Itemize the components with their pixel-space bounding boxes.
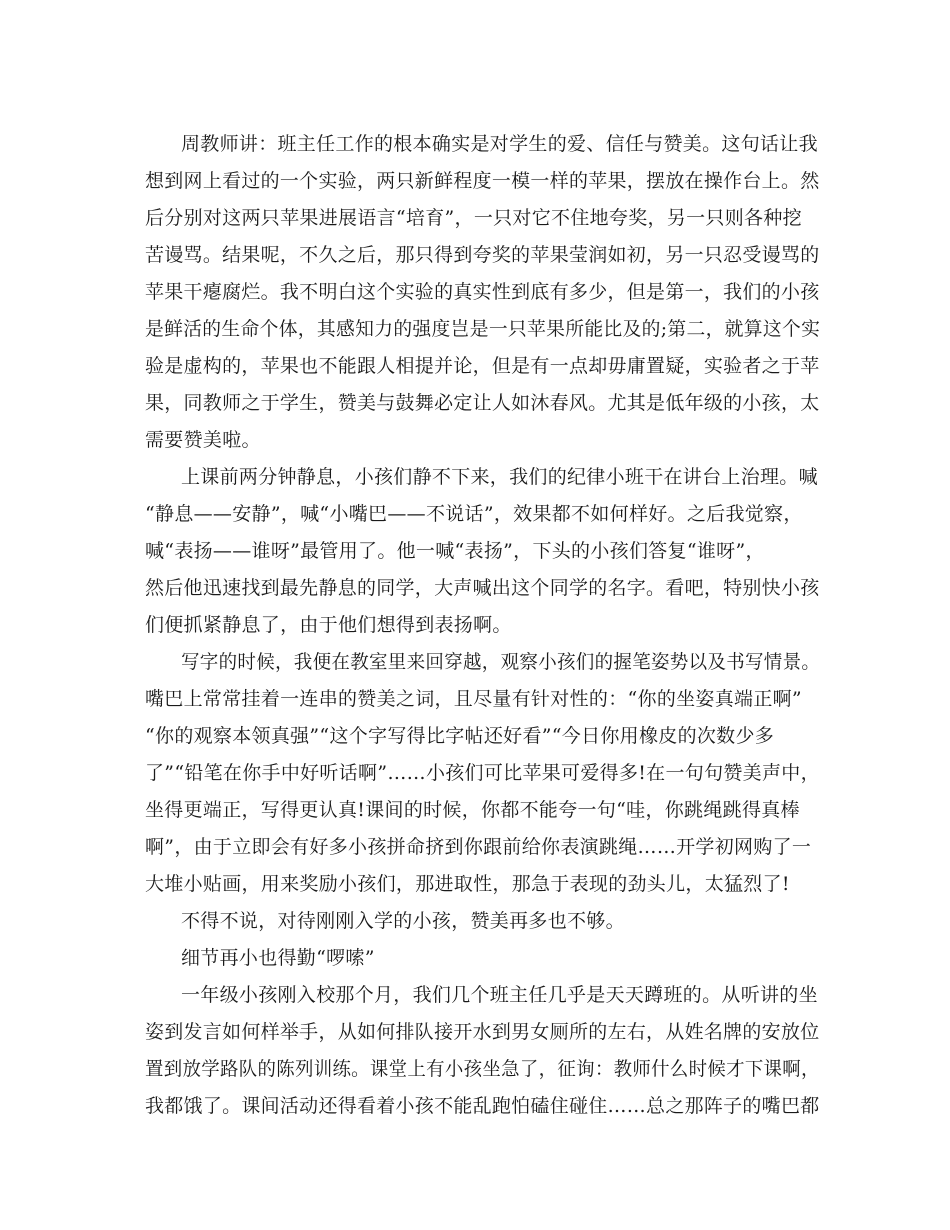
text-line: “你的观察本领真强”“这个字写得比字帖还好看”“今日你用橡皮的次数少多 — [145, 725, 775, 747]
text-line: 姿到发言如何样举手，从如何排队接开水到男女厕所的左右，从姓名牌的安放位 — [145, 1021, 820, 1043]
section-heading: 细节再小也得勤“啰嗦” — [181, 947, 375, 969]
text-line: 验是虚构的，苹果也不能跟人相提并论，但是有一点却毋庸置疑，实验者之于苹 — [145, 355, 820, 377]
text-line: 苦谩骂。结果呢，不久之后，那只得到夸奖的苹果莹润如初，另一只忍受谩骂的 — [145, 244, 820, 266]
text-line: 然后他迅速找到最先静息的同学，大声喊出这个同学的名字。看吧，特别快小孩 — [145, 577, 820, 599]
text-line: 置到放学路队的陈列训练。课堂上有小孩坐急了，征询：教师什么时候才下课啊， — [145, 1058, 820, 1080]
text-line: 喊“表扬——谁呀”最管用了。他一喊“表扬”，下头的小孩们答复“谁呀”， — [145, 540, 765, 562]
text-line: 坐得更端正，写得更认真!课间的时候，你都不能夸一句“哇，你跳绳跳得真棒 — [145, 799, 800, 821]
text-line: 啊”，由于立即会有好多小孩拼命挤到你跟前给你表演跳绳……开学初网购了一 — [145, 836, 812, 858]
text-line: 周教师讲：班主任工作的根本确实是对学生的爱、信任与赞美。这句话让我 — [181, 133, 818, 155]
text-line: 上课前两分钟静息，小孩们静不下来，我们的纪律小班干在讲台上治理。喊 — [181, 466, 818, 488]
text-line: 需要赞美啦。 — [145, 429, 261, 451]
text-line: 后分别对这两只苹果进展语言“培育”，一只对它不住地夸奖，另一只则各种挖 — [145, 207, 802, 229]
text-line: 不得不说，对待刚刚入学的小孩，赞美再多也不够。 — [181, 910, 625, 932]
text-line: 们便抓紧静息了，由于他们想得到表扬啊。 — [145, 614, 512, 636]
text-line: “静息——安静”，喊“小嘴巴——不说话”，效果都不如何样好。之后我觉察， — [145, 503, 803, 525]
text-line: 一年级小孩刚入校那个月，我们几个班主任几乎是天天蹲班的。从听讲的坐 — [181, 984, 818, 1006]
text-line: 果，同教师之于学生，赞美与鼓舞必定让人如沐春风。尤其是低年级的小孩，太 — [145, 392, 820, 414]
text-line: 是鲜活的生命个体，其感知力的强度岂是一只苹果所能比及的;第二，就算这个实 — [145, 318, 821, 340]
text-line: 我都饿了。课间活动还得看着小孩不能乱跑怕磕住碰住……总之那阵子的嘴巴都 — [145, 1095, 820, 1117]
text-line: 想到网上看过的一个实验，两只新鲜程度一模一样的苹果，摆放在操作台上。然 — [145, 170, 820, 192]
text-line: 苹果干瘪腐烂。我不明白这个实验的真实性到底有多少，但是第一，我们的小孩 — [145, 281, 820, 303]
text-line: 大堆小贴画，用来奖励小孩们，那进取性，那急于表现的劲头儿，太猛烈了! — [145, 873, 790, 895]
text-line: 了”“铅笔在你手中好听话啊”……小孩们可比苹果可爱得多!在一句句赞美声中， — [145, 762, 820, 784]
text-line: 嘴巴上常常挂着一连串的赞美之词，且尽量有针对性的：“你的坐姿真端正啊” — [145, 688, 802, 710]
text-line: 写字的时候，我便在教室里来回穿越，观察小孩们的握笔姿势以及书写情景。 — [181, 651, 821, 673]
